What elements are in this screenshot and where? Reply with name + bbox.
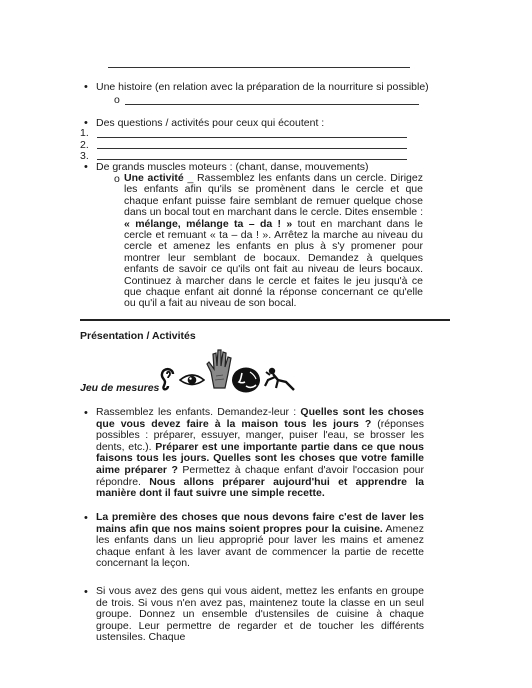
bullet-dot: • (84, 161, 88, 173)
bullet-paragraph-2 (96, 512, 424, 570)
question-number-1: 1. (80, 127, 89, 139)
bullet-dot: • (84, 117, 88, 129)
text-run: Permettez à chaque enfant d'avoir l'occasion pour répondre. (96, 463, 424, 488)
activity-marker: o (114, 173, 120, 185)
fill-in-line[interactable] (108, 67, 410, 68)
activity-paragraph (124, 173, 423, 310)
bullet-paragraph-1 (96, 407, 424, 500)
muscles-item: De grands muscles moteurs : (chant, danse, mouvements) (96, 161, 369, 173)
text-run: Amenez les enfants dans un lieu approprié pour laver les mains et amenez chaque enfant à les laver avant de commencer la partie de recette concernant la leçon. (96, 522, 424, 570)
ear-icon (159, 365, 177, 391)
question-line-3[interactable] (97, 159, 407, 160)
section-divider (80, 319, 450, 321)
bold-run: Préparer est une importante partie dans ce que nous faisons tous les jours. Quelles sont les choses que votre famille aime préparer ? (96, 440, 425, 476)
bullet-paragraph-3 (96, 586, 424, 644)
question-line-1[interactable] (97, 137, 407, 138)
bold-run: Quelles sont les choses que vous devez faire à la maison tous les jours ? (96, 406, 424, 430)
bullet-dot: • (84, 586, 88, 598)
eye-icon (179, 372, 205, 388)
story-item: Une histoire (en relation avec la préparation de la nourriture si possible) (96, 81, 429, 93)
question-number-3: 3. (80, 150, 89, 162)
section-title: Présentation / Activités (80, 330, 196, 342)
text-run: (réponses possibles : préparer, essuyer, manger, puiser l'eau, se brosser les dents, etc.). (96, 417, 424, 453)
activity-label: Une activité (124, 172, 184, 184)
story-fill-line[interactable] (125, 104, 419, 105)
activity-text-2: tout en marchant dans le cercle et remuant « ta – da ! ». Arrêtez la marche au niveau du cercle et amenez les enfants en plus à s'y promener pour montrer leur semblant de bocaux. Demandez à quelques enfants de savoir ce qu'ils ont fait au niveau de leurs bocaux. Continuez à marcher dans le cercle et faites le jeu jusqu'à ce que chaque enfant ait donné la réponse concernant ce qu'elle ou qu'il a fait au niveau de son bocal. (124, 217, 423, 310)
bullet-dot: • (84, 407, 88, 419)
bullet-dot: • (84, 81, 88, 93)
bold-run: Nous allons préparer aujourd'hui et apprendre la manière dont il faut suivre une simple recette. (96, 475, 424, 500)
running-figure-icon (264, 366, 296, 392)
sub-marker: o (114, 94, 120, 106)
activity-bold-phrase: « mélange, mélange ta – da ! » (124, 217, 293, 230)
bold-run: La première des choses que nous devons faire c'est de laver les mains afin que nos mains soient propres pour la cuisine. (96, 511, 424, 535)
bullet-dot: • (84, 512, 88, 524)
question-line-2[interactable] (97, 148, 407, 149)
questions-item: Des questions / activités pour ceux qui écoutent : (96, 117, 325, 129)
question-number-2: 2. (80, 139, 89, 151)
game-label: Jeu de mesures (80, 382, 160, 394)
text-run: Si vous avez des gens qui vous aident, mettez les enfants en groupe de trois. Si vous n'en avez pas, maintenez toute la classe en un seul groupe. Donnez un ensemble d'ustensiles de cuisine à chaque groupe. Leur permettre de regarder et de toucher les différents ustensiles. Chaque (96, 585, 424, 644)
nose-mouth-icon (231, 366, 263, 394)
activity-text-1: _ Rassemblez les enfants dans un cercle. Dirigez les enfants afin qu'ils se promènent dans le cercle et que chaque enfant puisse faire semblant de remuer quelque chose dans un bocal tout en marchant dans le cercle. Dites ensemble : (124, 172, 423, 219)
text-run: Rassemblez les enfants. Demandez-leur : (96, 406, 301, 418)
